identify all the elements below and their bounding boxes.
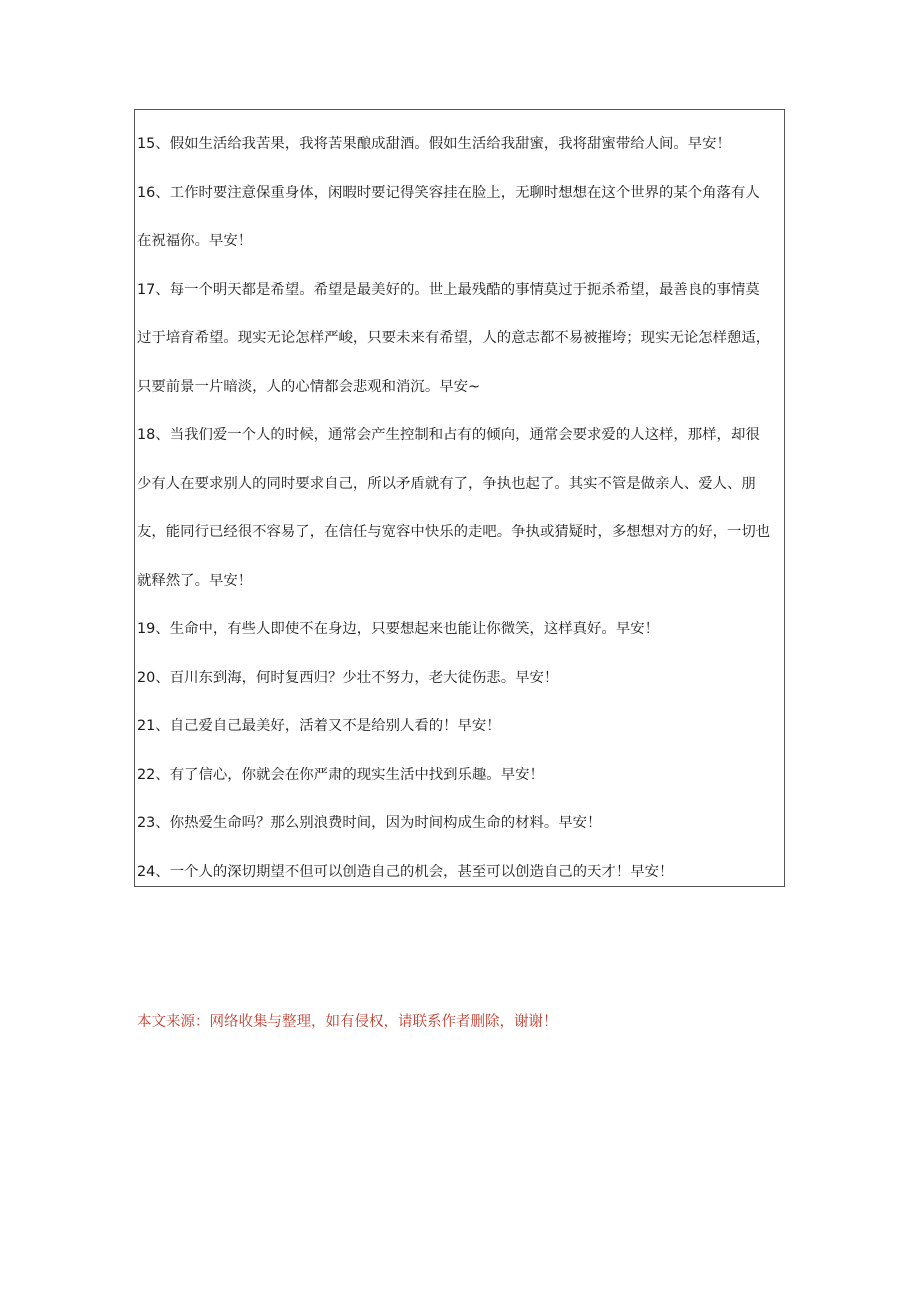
quote-paragraph bbox=[137, 605, 784, 654]
quote-list-box bbox=[134, 109, 785, 887]
quote-paragraph bbox=[137, 702, 784, 751]
quote-line: 在祝福你。早安！ bbox=[137, 233, 253, 249]
quote-line: 友，能同行已经很不容易了，在信任与宽容中快乐的走吧。争执或猜疑时，多想想对方的好，一切也 bbox=[137, 524, 771, 540]
quote-line: 过于培育希望。现实无论怎样严峻，只要未来有希望，人的意志都不易被摧垮；现实无论怎样憩适， bbox=[137, 330, 771, 346]
quote-paragraph bbox=[137, 169, 784, 266]
quote-line: 20、百川东到海，何时复西归？少壮不努力，老大徒伤悲。早安！ bbox=[137, 669, 559, 686]
quote-line: 只要前景一片暗淡，人的心情都会悲观和消沉。早安~ bbox=[137, 378, 481, 395]
quote-line: 19、生命中，有些人即使不在身边，只要想起来也能让你微笑，这样真好。早安！ bbox=[137, 621, 659, 637]
quote-paragraph bbox=[137, 654, 784, 703]
quote-line: 23、你热爱生命吗？那么别浪费时间，因为时间构成生命的材料。早安！ bbox=[137, 815, 602, 831]
source-note: 本文来源：网络收集与整理，如有侵权，请联系作者删除，谢谢！ bbox=[137, 1014, 558, 1030]
quote-line: 22、有了信心，你就会在你严肃的现实生活中找到乐趣。早安！ bbox=[137, 766, 544, 783]
quote-paragraph bbox=[137, 751, 784, 800]
quote-line: 21、自己爱自己最美好，活着又不是给别人看的！早安！ bbox=[137, 718, 501, 734]
quote-line: 少有人在要求别人的同时要求自己，所以矛盾就有了，争执也起了。其实不管是做亲人、爱人、朋 bbox=[137, 475, 756, 492]
quote-line: 就释然了。早安！ bbox=[137, 572, 253, 589]
quote-paragraph bbox=[137, 411, 784, 605]
quote-line: 16、工作时要注意保重身体，闲暇时要记得笑容挂在脸上，无聊时想想在这个世界的某个角落有人 bbox=[137, 184, 760, 201]
quote-paragraph bbox=[137, 266, 784, 412]
quote-line: 17、每一个明天都是希望。希望是最美好的。世上最残酷的事情莫过于扼杀希望，最善良的事情莫 bbox=[137, 281, 760, 298]
quote-list bbox=[137, 120, 784, 896]
quote-line: 24、一个人的深切期望不但可以创造自己的机会，甚至可以创造自己的天才！早安！ bbox=[137, 863, 674, 880]
quote-paragraph bbox=[137, 848, 784, 897]
quote-line: 18、当我们爱一个人的时候，通常会产生控制和占有的倾向，通常会要求爱的人这样，那样，却很 bbox=[137, 427, 760, 443]
quote-paragraph bbox=[137, 799, 784, 848]
quote-paragraph bbox=[137, 120, 784, 169]
quote-line: 15、假如生活给我苦果，我将苦果酿成甜酒。假如生活给我甜蜜，我将甜蜜带给人间。早安！ bbox=[137, 136, 731, 152]
